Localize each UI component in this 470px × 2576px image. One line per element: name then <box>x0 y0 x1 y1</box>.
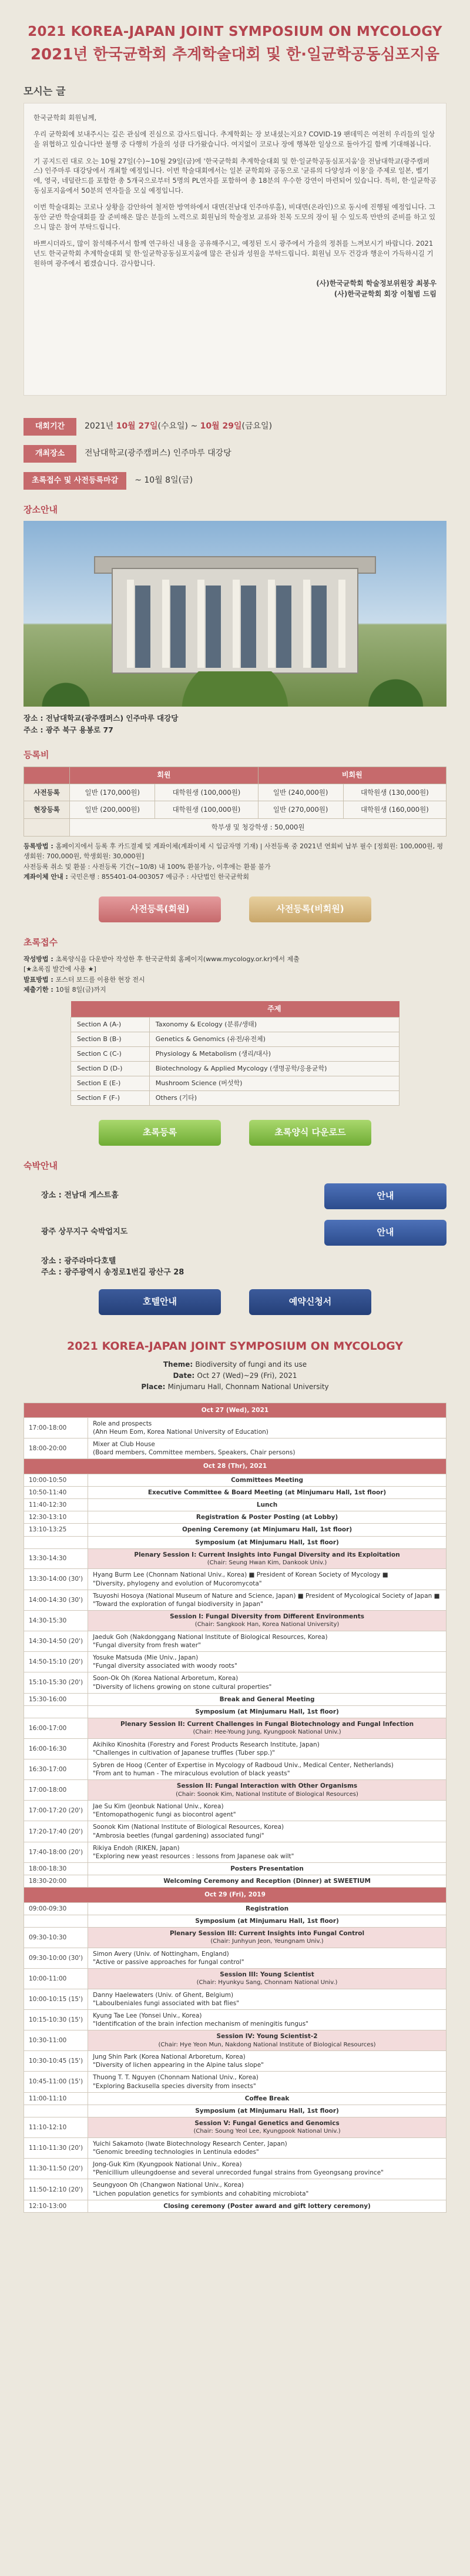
abstract-register-button[interactable]: 초록등록 <box>99 1120 221 1146</box>
time-cell: 11:10-11:30 (20') <box>24 2137 88 2158</box>
table-row <box>24 1801 446 1821</box>
time-cell: 16:30-17:00 <box>24 1759 88 1780</box>
program-cell <box>88 2159 446 2179</box>
speaker: Thuong T. T. Nguyen (Chonnam National Univ., Korea) <box>93 2074 258 2082</box>
program-cell: Opening Ceremony (at Minjumaru Hall, 1st floor) <box>88 1524 446 1536</box>
talk-title: "Laboulbeniales fungi associated with bat flies" <box>93 1999 240 2007</box>
time-cell: 09:30-10:00 (30') <box>24 1948 88 1968</box>
time-cell <box>24 2105 88 2117</box>
program-cell: Symposium (at Minjumaru Hall, 1st floor) <box>88 1536 446 1548</box>
program-cell <box>88 1438 446 1459</box>
program-cell: Coffee Break <box>88 2092 446 2105</box>
greeting-box <box>24 103 446 396</box>
speaker: Jung Shin Park (Korea National Arboretum, Korea) <box>93 2053 246 2061</box>
table-row <box>24 1738 446 1759</box>
speaker: Yuichi Sakamoto (Iwate Biotechnology Research Center, Japan) <box>93 2140 287 2147</box>
time-cell: 11:30-11:50 (20') <box>24 2159 88 2179</box>
table-row: Section C (C-) Physiology & Metabolism (생리/대사) <box>71 1047 400 1062</box>
venue-photo <box>24 521 446 707</box>
fee-section <box>24 749 446 922</box>
session-chair: (Chair: Sangkook Han, Korea National University) <box>194 1621 340 1628</box>
time-cell: 13:10-13:25 <box>24 1524 88 1536</box>
program-table <box>24 1403 446 2213</box>
talk-title: "Toward the exploration of fungal biodiversity in Japan" <box>93 1600 263 1608</box>
lodging-title: 숙박안내 <box>24 1160 58 1172</box>
table-row <box>24 1759 446 1780</box>
guesthouse-info-button[interactable]: 안내 <box>324 1183 446 1209</box>
greeting-p3: 기 공지드린 대로 오는 10월 27일(수)~10월 29일(금)에 '한국균학회 추계학술대회 및 한·일균학공동심포지움'을 전남대학교(광주캠퍼스) 인주마루 대강당에서 개최할 예정입니다. 이번 학술대회에서는 일본 균학회와 공동으로 '균류의 다양성과 이용'을 주제로 일본, 벨기에, 영국, 네덜란드를 포함한 총 5개국으로부터 5명의 PL연자를 포함하여 총 18분의 우수한 강연이 마련되어 있습니다. 특히, 한·일균학공동심포지움에서 50분의 연자들을 모실 예정입니다. <box>33 156 437 195</box>
time-cell <box>24 1705 88 1718</box>
speaker: Simon Avery (Univ. of Nottingham, England) <box>93 1950 229 1958</box>
talk-title: "Exploring new yeast resources : lessons from Japanese oak wilt" <box>93 1852 294 1860</box>
table-row <box>24 1611 446 1631</box>
time-cell: 10:00-10:15 (15') <box>24 1989 88 2009</box>
talk-title: "Lichen population genetics for symbionts and cohabiting microbiota" <box>93 2190 309 2197</box>
speaker: Rikiya Endoh (RIKEN, Japan) <box>93 1844 180 1852</box>
day-header: Oct 27 (Wed), 2021 <box>24 1403 446 1417</box>
table-row <box>24 1915 446 1927</box>
program-cell: Executive Committee & Board Meeting (at Minjumaru Hall, 1st floor) <box>88 1486 446 1498</box>
table-row <box>24 1474 446 1486</box>
talk-title: "Identification of the brain infection mechanism of meningitis fungus" <box>93 2020 308 2028</box>
table-row <box>24 1780 446 1801</box>
program-cell <box>88 1821 446 1842</box>
program-cell <box>88 1842 446 1862</box>
table-row <box>24 2010 446 2030</box>
program-cell <box>88 1631 446 1651</box>
table-row <box>24 1902 446 1915</box>
program-cell <box>88 1590 446 1610</box>
program-cell: Committees Meeting <box>88 1474 446 1486</box>
table-row <box>24 1705 446 1718</box>
program-cell <box>88 1652 446 1672</box>
table-row <box>24 1569 446 1590</box>
speaker: Sybren de Hoog (Center of Expertise in Mycology of Radboud Univ., Medical Center, Netherlands) <box>93 1762 394 1769</box>
talk-title: "Challenges in cultivation of Japanese truffles (Tuber spp.)" <box>93 1749 276 1757</box>
program-cell <box>88 2179 446 2200</box>
session-chair: (Chair: Junhyun Jeon, Yeungnam Univ.) <box>210 1938 324 1945</box>
talk-title: "From ant to human - The miraculous evolution of black yeasts" <box>93 1770 290 1778</box>
time-cell: 09:00-09:30 <box>24 1902 88 1915</box>
time-cell: 10:30-11:00 <box>24 2030 88 2051</box>
time-cell: 18:00-18:30 <box>24 1863 88 1875</box>
program-meta: Theme: Biodiversity of fungi and its use Date: Oct 27 (Wed)~29 (Fri), 2021 Place: Minjumaru Hall, Chonnam National University <box>141 1360 329 1391</box>
table-row <box>24 1486 446 1498</box>
venue-address: 장소 : 전남대학교(광주캠퍼스) 인주마루 대강당 주소 : 광주 북구 용봉로 77 <box>24 714 179 735</box>
time-cell: 11:10-12:10 <box>24 2117 88 2138</box>
place-row <box>24 444 446 464</box>
greeting-p1: 한국균학회 회원님께, <box>33 113 97 122</box>
session-chair: (Chair: Hyunkyu Sang, Chonnam National Univ.) <box>196 1979 338 1986</box>
abstract-notes: 작성방법 : 초록양식을 다운받아 작성한 후 한국균학회 홈페이지(www.mycology.or.kr)에서 제출 [★초록집 발간에 사용 ★] 발표방법 : 포스터 보드를 이용한 현장 전시 제출기한 : 10월 8일(금)까지 <box>24 955 300 994</box>
abstract-deadline-value: ~ 10월 8일(금) <box>135 476 193 486</box>
time-cell: 13:30-14:30 <box>24 1548 88 1569</box>
table-row <box>24 1842 446 1862</box>
time-cell: 18:00-20:00 <box>24 1438 88 1459</box>
table-row: 현장등록 일반 (200,000원) 대학원생 (100,000원) 일반 (270,000원) 대학원생 (160,000원) <box>24 801 446 819</box>
speaker: Yosuke Matsuda (Mie Univ., Japan) <box>93 1654 199 1662</box>
session-title: Plenary Session II: Current Challenges in Fungal Biotechnology and Fungal Infection <box>120 1721 414 1728</box>
speaker: Danny Haelewaters (Univ. of Ghent, Belgium) <box>93 1991 234 1999</box>
time-cell: 10:00-11:00 <box>24 1969 88 1989</box>
session-title: Session II: Fungal Interaction with Other Organisms <box>176 1782 358 1790</box>
table-row <box>24 2179 446 2200</box>
program-cell: Lunch <box>88 1498 446 1511</box>
talk-title: "Genomic breeding technologies in Lentinula edodes" <box>93 2148 259 2156</box>
program-cell <box>88 1718 446 1739</box>
session-chair: (Chair: Soonok Kim, National Institute of Biological Resources) <box>176 1791 358 1798</box>
time-cell: 10:15-10:30 (15') <box>24 2010 88 2030</box>
table-row <box>24 1524 446 1536</box>
time-cell: 14:00-14:30 (30') <box>24 1590 88 1610</box>
header-title-en: 2021 KOREA-JAPAN JOINT SYMPOSIUM ON MYCOLOGY <box>28 24 442 39</box>
register-member-button[interactable]: 사전등록(회원) <box>99 896 221 922</box>
speaker: Jae Su Kim (Jeonbuk National Univ., Korea) <box>93 1803 224 1811</box>
greeting-section <box>24 85 446 396</box>
day-header-row <box>24 1459 446 1474</box>
time-cell: 16:00-16:30 <box>24 1738 88 1759</box>
table-row <box>24 2092 446 2105</box>
abstract-download-button[interactable]: 초록양식 다운로드 <box>249 1120 371 1146</box>
header-title-ko: 2021년 한국균학회 추계학술대회 및 한·일균학공동심포지움 <box>30 46 440 64</box>
session-title: Plenary Session III: Current Insights into Fungal Control <box>169 1930 365 1937</box>
time-cell: 11:00-11:10 <box>24 2092 88 2105</box>
table-row <box>24 1863 446 1875</box>
program-cell <box>88 2010 446 2030</box>
session-title: Session I: Fungal Diversity from Different Environments <box>170 1613 364 1621</box>
talk-title: (Ahn Heum Eom, Korea National University of Education) <box>93 1428 268 1436</box>
time-cell: 10:50-11:40 <box>24 1486 88 1498</box>
talk-title: "Fungal diversity from fresh water" <box>93 1641 201 1649</box>
table-row <box>24 2030 446 2051</box>
program-section <box>24 1339 446 2213</box>
time-cell: 11:40-12:30 <box>24 1498 88 1511</box>
session-chair: (Chair: Hye Yeon Mun, Nakdong National Institute of Biological Resources) <box>158 2041 376 2048</box>
table-row <box>24 1821 446 1842</box>
table-row <box>24 2137 446 2158</box>
table-row <box>24 2051 446 2072</box>
hotel-info-button[interactable]: 호텔안내 <box>99 1289 221 1315</box>
program-cell <box>88 1548 446 1569</box>
section-table: 주제 Section A (A-) Taxonomy & Ecology (분류/생태) Section B (B-) Genetics & Genomics (유전/유전체) Section C (C-) Physiology & Metabolism (생리/대사) Section D (D-) Biotechnology & Applied Mycology (생명공학/응용균학) Section E (E-) Mushroom Science (버섯학) Section F (F-) Others (기타) <box>70 1001 400 1106</box>
program-cell: Posters Presentation <box>88 1863 446 1875</box>
time-cell: 17:20-17:40 (20') <box>24 1821 88 1842</box>
session-title: Session IV: Young Scientist-2 <box>216 2033 318 2040</box>
program-cell <box>88 2137 446 2158</box>
time-cell: 15:30-16:00 <box>24 1693 88 1705</box>
table-row <box>24 2117 446 2138</box>
table-row <box>24 1548 446 1569</box>
time-cell: 13:30-14:00 (30') <box>24 1569 88 1590</box>
program-cell: Symposium (at Minjumaru Hall, 1st floor) <box>88 1915 446 1927</box>
table-row <box>24 1417 446 1438</box>
program-cell <box>88 2072 446 2092</box>
talk-title: "Diversity of lichen appearing in the Alpine talus slope" <box>93 2062 264 2069</box>
greeting-p2: 우리 균학회에 보내주시는 깊은 관심에 진심으로 감사드립니다. 추계학회는 장 보내셨는지요? COVID-19 팬데믹은 여전히 우리들의 일상을 위협하고 있습니다만 불행 중 다행히 가을의 성큼 다가왔습니다. 여지없이 코로나 장에 행복한 일상으로 돌아가길 함께 기대해봅니다. <box>33 130 435 148</box>
abstract-deadline-tag: 초록접수 및 사전등록마감 <box>24 472 126 490</box>
table-row <box>24 2072 446 2092</box>
talk-title: "Active or passive approaches for fungal control" <box>93 1958 244 1966</box>
table-row: 사전등록 일반 (170,000원) 대학원생 (100,000원) 일반 (240,000원) 대학원생 (130,000원) <box>24 784 446 801</box>
talk-title: "Entomopathogenic fungi as biocontrol agent" <box>93 1811 236 1819</box>
table-row <box>24 2159 446 2179</box>
table-row <box>24 1511 446 1524</box>
reservation-form-button[interactable]: 예약신청서 <box>249 1289 371 1315</box>
time-cell: 16:00-17:00 <box>24 1718 88 1739</box>
time-cell: 09:30-10:30 <box>24 1928 88 1948</box>
table-row <box>24 1969 446 1989</box>
table-row <box>24 1718 446 1739</box>
table-row <box>24 1438 446 1459</box>
speaker: Jaeduk Goh (Nakdonggang National Institute of Biological Resources, Korea) <box>93 1633 328 1641</box>
program-cell <box>88 1569 446 1590</box>
program-cell <box>88 1672 446 1693</box>
speaker: Role and prospects <box>93 1420 152 1427</box>
talk-title: (Board members, Committee members, Speakers, Chair persons) <box>93 1449 296 1457</box>
greeting-title: 모시는 글 <box>24 86 66 98</box>
time-cell: 14:50-15:10 (20') <box>24 1652 88 1672</box>
greeting-p5: 바쁘시더라도, 많이 참석해주셔서 함께 연구하신 내용을 공유해주시고, 예정된 도시 광주에서 가을의 정취를 느껴보시기 바랍니다. 2021년도 한국균학회 추계학술대회 및 한·일균학공동심포지움에 많은 관심과 성원을 부탁드립니다. 회원님 모두 건강과 행운이 가득하시길 기원하며 광주에서 뵙겠습니다. 감사합니다. <box>33 239 434 267</box>
speaker: Seungyoon Oh (Changwon National Univ., Korea) <box>93 2182 244 2189</box>
day-header: Oct 29 (Fri), 2019 <box>24 1888 446 1902</box>
time-cell: 15:10-15:30 (20') <box>24 1672 88 1693</box>
table-row <box>24 1928 446 1948</box>
fee-notes: 등록방법 : 홈페이지에서 등록 후 카드결제 및 계좌이체(계좌이체 시 입금자명 기재) | 사전등록 중 2021년 연회비 납부 필수 [정회원: 100,000원, 평생회원: 700,000원, 학생회원: 30,000원] 사전등록 취소 및 환불 : 사전등록 기간(~10/8) 내 100% 환불가능, 이후에는 환불 불가 계좌이체 안내 : 국민은행 : 855401-04-003057 예금주 : 사단법인 한국균학회 <box>24 842 444 881</box>
place-value: 전남대학교(광주캠퍼스) 인주마루 대강당 <box>85 449 231 459</box>
fee-title: 등록비 <box>24 750 49 761</box>
table-row: Section E (E-) Mushroom Science (버섯학) <box>71 1076 400 1091</box>
table-row <box>24 1498 446 1511</box>
table-row <box>24 1590 446 1610</box>
program-cell <box>88 1948 446 1968</box>
time-cell: 14:30-15:30 <box>24 1611 88 1631</box>
time-cell: 10:45-11:00 (15') <box>24 2072 88 2092</box>
program-cell <box>88 1417 446 1438</box>
time-cell: 12:10-13:00 <box>24 2200 88 2212</box>
program-cell <box>88 1738 446 1759</box>
fee-table: 회원 비회원 사전등록 일반 (170,000원) 대학원생 (100,000원) 일반 (240,000원) 대학원생 (130,000원) 현장등록 일반 (200,000원) 대학원생 (100,000원) 일반 (270,000원) 대학원생 (160,000원) 학부생 및 청강학생 : 50,000원 <box>24 767 446 836</box>
speaker: Soonok Kim (National Institute of Biological Resources, Korea) <box>93 1824 284 1831</box>
session-chair: (Chair: Soung Yeol Lee, Kyungpook National Univ.) <box>193 2128 341 2135</box>
greeting-signature <box>33 279 437 299</box>
program-cell <box>88 1928 446 1948</box>
speaker: Hyang Burm Lee (Chonnam National Univ., Korea) ■ President of Korean Society of Mycology ■ <box>93 1571 388 1579</box>
program-cell: Registration & Poster Posting (at Lobby) <box>88 1511 446 1524</box>
day-header-row <box>24 1888 446 1902</box>
time-cell: 17:00-18:00 <box>24 1417 88 1438</box>
program-cell: Symposium (at Minjumaru Hall, 1st floor) <box>88 2105 446 2117</box>
greeting-p4: 이번 학술대회는 코로나 상황을 감안하여 철저한 방역하에서 대면(전남대 인주마루홀), 비대면(온라인)으로 동시에 진행될 예정입니다. 그동안 균반 학술대회를 잘 준비해온 많은 분들의 노력으로 회원님의 학술정보 교류와 친목 도모의 장이 될 수 있도록 만반의 준비를 하고 있으니 많은 참여 부탁드립니다. <box>33 203 436 231</box>
session-title: Session V: Fungal Genetics and Genomics <box>194 2120 340 2127</box>
table-row: Section B (B-) Genetics & Genomics (유전/유전체) <box>71 1032 400 1047</box>
program-cell <box>88 2051 446 2072</box>
time-cell <box>24 1915 88 1927</box>
speaker: Tsuyoshi Hosoya (National Museum of Nature and Science, Japan) ■ President of Mycological Society of Japan ■ <box>93 1592 440 1600</box>
lodging-section: 숙박안내 장소 : 전남대 게스트홈 안내 광주 상무지구 숙박업지도 안내 장소 : 광주라마다호텔 주소 : 광주광역시 송정로1번길 광산구 28 호텔안내 예약신청서 <box>24 1160 446 1314</box>
talk-title: "Exploring Backusella species diversity from insects" <box>93 2082 256 2090</box>
abstract-deadline-row <box>24 471 446 491</box>
talk-title: "Fungal diversity associated with woody roots" <box>93 1662 237 1670</box>
time-cell: 17:00-17:20 (20') <box>24 1801 88 1821</box>
program-cell <box>88 1969 446 1989</box>
table-row: Section A (A-) Taxonomy & Ecology (분류/생태) <box>71 1018 400 1032</box>
time-cell: 10:00-10:50 <box>24 1474 88 1486</box>
program-cell <box>88 1780 446 1801</box>
talk-title: "Ambrosia beetles (fungal gardening) associated fungi" <box>93 1832 264 1839</box>
signature-line-1: (사)한국균학회 학술정보위원장 최봉우 <box>316 279 437 288</box>
day-header: Oct 28 (Thr), 2021 <box>24 1459 446 1474</box>
session-title: Session III: Young Scientist <box>220 1971 314 1979</box>
abstract-title: 초록접수 <box>24 936 58 948</box>
program-cell: Symposium (at Minjumaru Hall, 1st floor) <box>88 1705 446 1718</box>
program-title: 2021 KOREA-JAPAN JOINT SYMPOSIUM ON MYCOLOGY <box>66 1339 404 1353</box>
time-cell <box>24 1536 88 1548</box>
table-row <box>24 2200 446 2212</box>
table-row: Section D (D-) Biotechnology & Applied Mycology (생명공학/응용균학) <box>71 1062 400 1076</box>
program-cell <box>88 2030 446 2051</box>
date-row <box>24 417 446 437</box>
table-row: Section F (F-) Others (기타) <box>71 1091 400 1106</box>
table-row <box>24 1693 446 1705</box>
time-cell: 12:30-13:10 <box>24 1511 88 1524</box>
program-cell: Registration <box>88 1902 446 1915</box>
program-cell <box>88 1989 446 2009</box>
speaker: Jong-Guk Kim (Kyungpook National Univ., Korea) <box>93 2161 242 2169</box>
event-info <box>24 417 446 491</box>
register-nonmember-button[interactable]: 사전등록(비회원) <box>249 896 371 922</box>
time-cell: 17:00-18:00 <box>24 1780 88 1801</box>
time-cell: 17:40-18:00 (20') <box>24 1842 88 1862</box>
day-header-row <box>24 1403 446 1417</box>
date-value: 2021년 10월 27일(수요일) ~ 10월 29일(금요일) <box>85 421 273 431</box>
venue-title: 장소안내 <box>24 504 58 515</box>
table-row <box>24 1536 446 1548</box>
program-cell <box>88 1759 446 1780</box>
table-row <box>24 1989 446 2009</box>
table-row <box>24 2105 446 2117</box>
session-chair: (Chair: Hee-Young Jung, Kyungpook National Univ.) <box>193 1729 341 1736</box>
table-row <box>24 1652 446 1672</box>
date-tag: 대회기간 <box>24 418 76 436</box>
table-row: 학부생 및 청강학생 : 50,000원 <box>24 818 446 836</box>
time-cell: 18:30-20:00 <box>24 1875 88 1888</box>
program-cell: Break and General Meeting <box>88 1693 446 1705</box>
table-row <box>24 1875 446 1888</box>
table-row <box>24 1631 446 1651</box>
speaker: Soon-Ok Oh (Korea National Arboretum, Korea) <box>93 1675 239 1682</box>
lodging-map-button[interactable]: 안내 <box>324 1220 446 1246</box>
program-cell: Welcoming Ceremony and Reception (Dinner) at SWEETIUM <box>88 1875 446 1888</box>
speaker: Akihiko Kinoshita (Forestry and Forest Products Research Institute, Japan) <box>93 1741 320 1748</box>
program-cell <box>88 1801 446 1821</box>
talk-title: "Diversity, phylogeny and evolution of Mucoromycota" <box>93 1580 262 1587</box>
abstract-section <box>24 936 446 1146</box>
talk-title: "Penicillium ulleungdoense and several unrecorded fungal strains from Gyeongsang province" <box>93 2169 384 2177</box>
time-cell: 11:50-12:10 (20') <box>24 2179 88 2200</box>
program-cell <box>88 1611 446 1631</box>
header <box>24 0 446 82</box>
speaker: Mixer at Club House <box>93 1441 155 1448</box>
time-cell: 10:30-10:45 (15') <box>24 2051 88 2072</box>
program-cell: Closing ceremony (Poster award and gift lottery ceremony) <box>88 2200 446 2212</box>
table-row <box>24 1948 446 1968</box>
talk-title: "Diversity of lichens growing on stone cultural properties" <box>93 1683 272 1691</box>
place-tag: 개최장소 <box>24 445 76 463</box>
session-chair: (Chair: Seung Hwan Kim, Dankook Univ.) <box>207 1559 327 1566</box>
session-title: Plenary Session I: Current Insights into Fungal Diversity and its Exploitation <box>134 1551 400 1558</box>
speaker: Kyung Tae Lee (Yonsei Univ., Korea) <box>93 2012 202 2020</box>
signature-line-2: (사)한국균학회 회장 이철범 드림 <box>334 289 437 298</box>
venue-section <box>24 504 446 737</box>
table-row <box>24 1672 446 1693</box>
time-cell: 14:30-14:50 (20') <box>24 1631 88 1651</box>
program-cell <box>88 2117 446 2138</box>
